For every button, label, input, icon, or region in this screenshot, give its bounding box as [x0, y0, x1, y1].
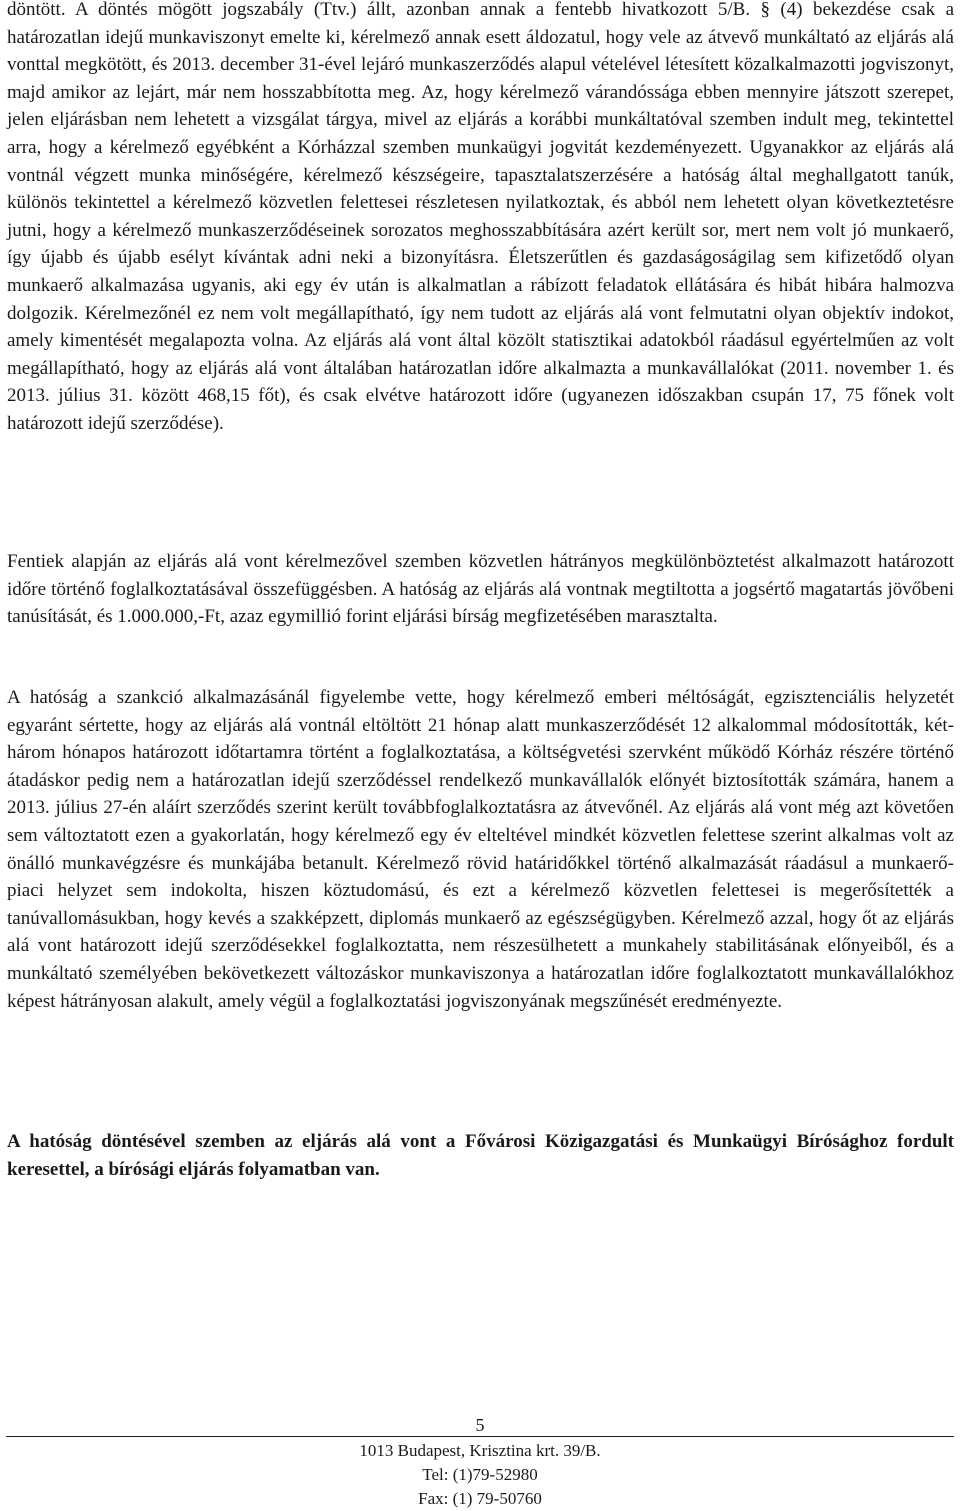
- footer-address: 1013 Budapest, Krisztina krt. 39/B.: [359, 1441, 601, 1460]
- paragraph-conclusion-fine: Fentiek alapján az eljárás alá vont kérelmezővel szemben közvetlen hátrányos megkülönböztetést alkalmazott határozott időre történő foglalkoztatásával összefüggésben. A hatóság az eljárás alá vontnak megtiltotta a jogsértő magatartás jövőbeni tanúsítását, és 1.000.000,-Ft, azaz egymillió forint eljárási bírság megfizetésében marasztalta.: [7, 551, 954, 628]
- footer-divider: [6, 1436, 954, 1437]
- page-footer: [0, 1415, 960, 1511]
- paragraph-discrimination-analysis: döntött. A döntés mögött jogszabály (Ttv.) állt, azonban annak a fentebb hivatkozott 5/B. § (4) bekezdése csak a határozatlan idejű munkaviszonyt emelte ki, kérelmező annak esett áldozatul, hogy vele az átvevő munkáltató az eljárás alá vonttal megkötött, és 2013. december 31-ével lejáró munkaszerződés alapul vételével létesített közalkalmazotti jogviszonyt, majd amikor az lejárt, már nem hosszabbította meg. Az, hogy kérelmező várandóssága ebben mennyire játszott szerepet, jelen eljárásban nem lehetett a vizsgálat tárgya, mivel az eljárás a korábbi munkáltatóval szemben indult meg, tekintettel arra, hogy a kérelmező egyébként a Kórházzal szemben munkaügyi jogvitát kezdeményezett. Ugyanakkor az eljárás alá vontnál végzett munka minőségére, kérelmező készségeire, tapasztalatszerzésére a hatóság által meghallgatott tanúk, különös tekintettel a kérelmező közvetlen felettesei részletesen nyilatkoztak, és abból nem lehetett olyan következtetésre jutni, hogy a kérelmező munkaszerződéseinek sorozatos meghosszabbítására azért került sor, mert nem volt jó munkaerő, így újabb és újabb esélyt kívántak adni neki a bizonyításra. Életszerűtlen és gazdaságoságilag sem kifizetődő olyan munkaerő alkalmazása ugyanis, aki egy év után is alkalmatlan a rábízott feladatok ellátására és hibát hibára halmozva dolgozik. Kérelmezőnél ez nem volt megállapítható, így nem tudott az eljárás alá vont felmutatni olyan objektív indokot, amely kimentését megalapozta volna. Az eljárás alá vont által közölt statisztikai adatokból ráadásul egyértelműen az volt megállapítható, hogy az eljárás alá vont általában határozatlan időre alkalmazta a munkavállalókat (2011. november 1. és 2013. július 31. között 468,15 főt), és csak elvétve határozott időre (ugyanezen időszakban csupán 17, 75 főnek volt határozott idejű szerződése).: [7, 0, 954, 434]
- paragraph-court-appeal: A hatóság döntésével szemben az eljárás alá vont a Fővárosi Közigazgatási és Munkaügyi Bírósághoz fordult keresettel, a bírósági eljárás folyamatban van.: [7, 1131, 954, 1180]
- footer-tel: Tel: (1)79-52980: [422, 1465, 538, 1484]
- page-number: 5: [475, 1415, 485, 1435]
- paragraph-sanction-considerations: A hatóság a szankció alkalmazásánál figyelembe vette, hogy kérelmező emberi méltóságát, egzisztenciális helyzetét egyaránt sértette, hogy az eljárás alá vontnál eltöltött 21 hónap alatt munkaszerződését 12 alkalommal módosították, két-három hónapos határozott időtartamra történt a foglalkoztatása, a költségvetési szervként működő Kórház részére történő átadáskor pedig nem a határozatlan idejű szerződéssel rendelkező munkavállalók előnyét biztosították számára, hanem a 2013. július 27-én aláírt szerződés szerint került továbbfoglalkoztatásra az átvevőnél. Az eljárás alá vont még azt követően sem változtatott ezen a gyakorlatán, hogy kérelmező egy év elteltével mindkét közvetlen felettese szerint alkalmas volt az önálló munkavégzésre és munkájába betanult. Kérelmező rövid határidőkkel történő alkalmazását ráadásul a munkaerő-piaci helyzet sem indokolta, hiszen köztudomású, és ezt a kérelmező közvetlen felettesei is megerősítették a tanúvallomásukban, hogy kevés a szakképzett, diplomás munkaerő az egészségügyben. Kérelmező azzal, hogy őt az eljárás alá vont határozott idejű szerződésekkel foglalkoztatta, nem részesülhetett a munkahely stabilitásának előnyeiből, és a munkáltató személyében bekövetkezett változáskor munkaviszonya a határozatlan időre foglalkoztatott munkavállalókhoz képest hátrányosan alakult, amely végül a foglalkoztatási jogviszonyának megszűnését eredményezte.: [7, 687, 954, 1012]
- footer-fax: Fax: (1) 79-50760: [418, 1489, 542, 1508]
